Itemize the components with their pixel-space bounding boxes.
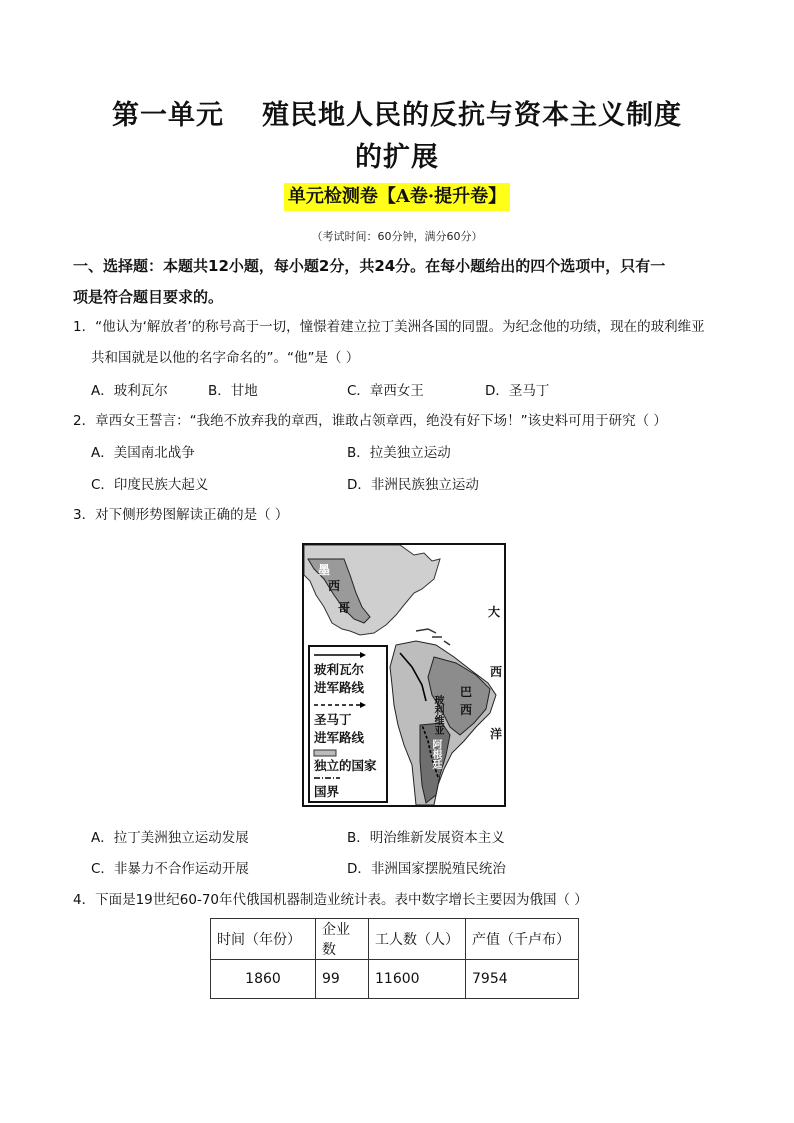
- legend-sanmartin-line2: 进军路线: [314, 730, 365, 745]
- option-c[interactable]: C．章西女王: [347, 383, 424, 399]
- option-a[interactable]: A．美国南北战争: [91, 445, 195, 461]
- question-1-line2: 共和国就是以他的名字命名的”。“他”是（ ）: [91, 350, 360, 366]
- option-d[interactable]: D．非洲国家摆脱殖民统治: [347, 861, 506, 877]
- map-legend: [308, 645, 388, 803]
- legend-sanmartin-line1: 圣马丁: [314, 712, 352, 727]
- statistics-table: [210, 918, 579, 999]
- label-argentina: 阿根廷: [430, 739, 441, 769]
- section-heading-line1: 一、选择题：本题共12小题，每小题2分，共24分。在每小题给出的四个选项中，只有一: [73, 257, 666, 275]
- table-header-cell: 产值（千卢布）: [466, 919, 579, 960]
- option-d[interactable]: D．非洲民族独立运动: [347, 477, 479, 493]
- label-mexico-1: 墨: [318, 563, 331, 577]
- option-c[interactable]: C．非暴力不合作运动开展: [91, 861, 249, 877]
- label-bolivia: 玻利维亚: [432, 695, 443, 735]
- table-header-row: [211, 919, 579, 960]
- page-title-line2: 的扩展: [355, 142, 439, 173]
- table-header-cell: 企业数: [316, 919, 369, 960]
- question-2-line1: 2．章西女王誓言：“我绝不放弃我的章西，谁敢占领章西，绝没有好下场！”该史料可用于研究（ ）: [73, 413, 667, 429]
- subtitle-badge: 单元检测卷【A卷·提升卷】: [284, 183, 510, 211]
- label-mexico-2: 西: [328, 579, 341, 593]
- label-ocean-1: 大: [488, 605, 501, 619]
- table-header-cell: 工人数（人）: [369, 919, 466, 960]
- question-1-line1: 1．“他认为‘解放者’的称号高于一切，憧憬着建立拉丁美洲各国的同盟。为纪念他的功绩，现在的玻利维亚: [73, 319, 705, 335]
- label-ocean-3: 洋: [490, 727, 503, 741]
- label-brazil-1: 巴: [460, 685, 473, 699]
- section-heading-line2: 项是符合题目要求的。: [73, 288, 224, 306]
- label-brazil-2: 西: [460, 703, 473, 717]
- question-2: [73, 406, 723, 437]
- question-4: [73, 885, 723, 916]
- table-cell: 99: [316, 960, 369, 999]
- unit-number: 第一单元: [112, 100, 224, 131]
- table-row: [211, 960, 579, 999]
- legend-bolivar-line1: 玻利瓦尔: [314, 662, 365, 677]
- option-b[interactable]: B．明治维新发展资本主义: [347, 830, 505, 846]
- option-a[interactable]: A．玻利瓦尔: [91, 383, 168, 399]
- exam-info: （考试时间：60分钟，满分60分）: [311, 230, 483, 243]
- legend-independent: 独立的国家: [314, 758, 377, 773]
- table-header-cell: 时间（年份）: [211, 919, 316, 960]
- option-c[interactable]: C．印度民族大起义: [91, 477, 209, 493]
- option-a[interactable]: A．拉丁美洲独立运动发展: [91, 830, 249, 846]
- section-heading: [73, 251, 723, 313]
- subtitle-wrap: [0, 183, 794, 211]
- table-cell: 7954: [466, 960, 579, 999]
- option-b[interactable]: B．拉美独立运动: [347, 445, 451, 461]
- legend-border: 国界: [314, 784, 340, 799]
- table-cell: 11600: [369, 960, 466, 999]
- legend-bolivar-line2: 进军路线: [314, 680, 365, 695]
- option-d[interactable]: D．圣马丁: [485, 383, 550, 399]
- question-3: [73, 500, 723, 531]
- page-title: [90, 96, 704, 136]
- question-3-line1: 3．对下侧形势图解读正确的是（ ）: [73, 507, 289, 523]
- label-mexico-3: 哥: [338, 601, 351, 615]
- label-ocean-2: 西: [490, 665, 503, 679]
- latin-america-map: [302, 543, 506, 807]
- question-4-line1: 4．下面是19世纪60-70年代俄国机器制造业统计表。表中数字增长主要因为俄国（ ）: [73, 892, 588, 908]
- question-1: [73, 312, 723, 374]
- option-b[interactable]: B．甘地: [208, 383, 258, 399]
- table-cell: 1860: [211, 960, 316, 999]
- unit-title: 殖民地人民的反抗与资本主义制度: [262, 100, 682, 131]
